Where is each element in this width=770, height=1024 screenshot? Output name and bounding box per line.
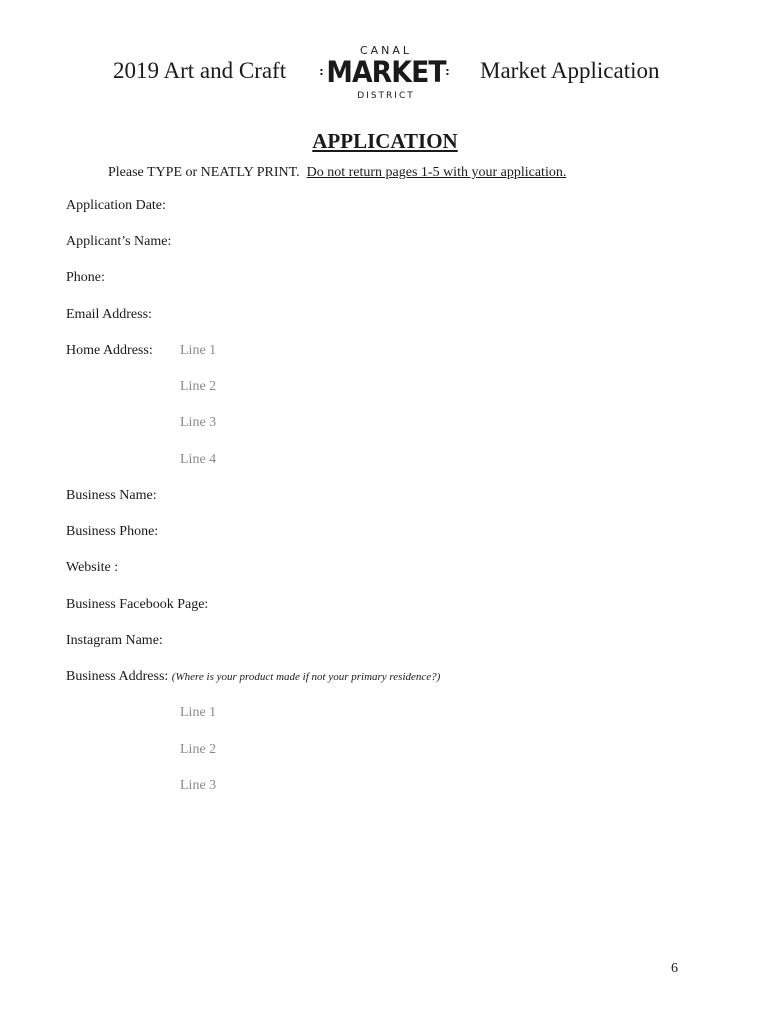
application-date-label: Application Date:	[66, 198, 166, 213]
logo-market-text: MARKET	[326, 55, 446, 89]
facebook-label: Business Facebook Page:	[66, 597, 209, 612]
instructions-underlined: Do not return pages 1-5 with your application.	[306, 165, 567, 180]
home-address-line-2[interactable]: Line 2	[180, 379, 217, 394]
page-number: 6	[671, 961, 678, 976]
header-left-title: 2019 Art and Craft	[113, 58, 287, 83]
logo-district-text: DISTRICT	[357, 91, 415, 101]
home-address-line-1[interactable]: Line 1	[180, 343, 217, 358]
logo-right-ornament: ▪ ▪	[446, 67, 449, 76]
business-address-line-2[interactable]: Line 2	[180, 742, 217, 757]
home-address-label: Home Address:	[66, 343, 153, 358]
page-heading: APPLICATION	[312, 129, 458, 153]
business-phone-label: Business Phone:	[66, 524, 159, 539]
business-address-label-text: Business Address:	[66, 669, 169, 684]
logo-canal-text: CANAL	[359, 44, 413, 57]
email-label: Email Address:	[66, 307, 152, 322]
business-address-label	[66, 669, 440, 685]
phone-label: Phone:	[66, 270, 105, 285]
home-address-line-4[interactable]: Line 4	[180, 452, 217, 467]
logo-left-ornament: ▪ ▪	[320, 67, 323, 76]
business-address-note: (Where is your product made if not your primary residence?)	[171, 671, 441, 683]
home-address-line-3[interactable]: Line 3	[180, 415, 217, 430]
business-name-label: Business Name:	[66, 488, 157, 503]
instructions-text: Please TYPE or NEATLY PRINT.	[108, 165, 300, 180]
instagram-label: Instagram Name:	[66, 633, 163, 648]
website-label: Website :	[66, 560, 119, 575]
applicant-name-label: Applicant’s Name:	[66, 234, 172, 249]
header-right-title: Market Application	[480, 58, 660, 83]
business-address-line-3[interactable]: Line 3	[180, 778, 217, 793]
canal-market-logo	[315, 44, 457, 104]
business-address-line-1[interactable]: Line 1	[180, 705, 217, 720]
instructions	[108, 165, 566, 181]
